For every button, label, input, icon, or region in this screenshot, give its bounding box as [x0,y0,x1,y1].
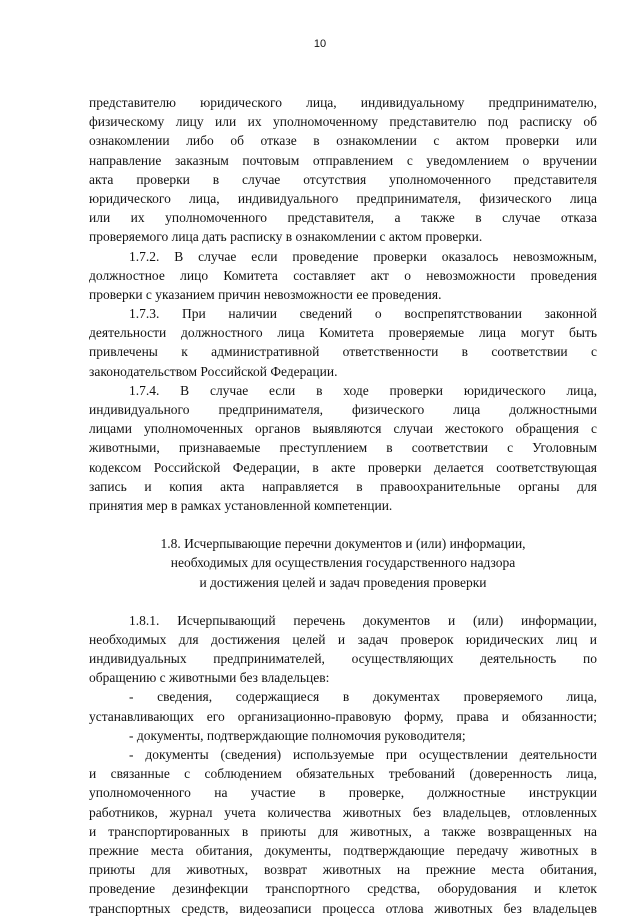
text-line: проверяемого лица дать расписку в ознакомлении с актом проверки. [89,229,483,245]
text-line: индивидуальных предпринимателей, осуществляющих деятельность по [89,651,597,667]
text-line: животными, признаваемые преступлением в соответствии с Уголовным [89,440,597,456]
text-line: необходимых для достижения целей и задач проверок юридических лиц и [89,631,597,647]
document-body [89,93,597,918]
list-item-line: прежние места обитания, документы, подтверждающие передачу животных в [89,842,597,858]
spacer [89,592,597,611]
list-item-line: - документы, подтверждающие полномочия руководителя; [129,727,466,743]
list-item-line: - документы (сведения) используемые при осуществлении деятельности [129,747,597,762]
list-item-line: проведение дезинфекции транспортного средства, оборудования и клеток [89,881,597,897]
list-item-line: работников, журнал учета количества животных без владельцев, отловленных [89,804,597,820]
text-line: индивидуального предпринимателя, физического лица должностными [89,402,597,417]
paragraph-1-8-1 [89,611,597,688]
text-line: должностное лицо Комитета составляет акт о невозможности проведения [89,267,597,283]
text-line: физическому лицу или их уполномоченному представителю под расписку об [89,114,597,130]
text-line: ознакомлении либо об отказе в ознакомлении с актом проверки или [89,133,597,149]
document-list [89,687,597,917]
list-item-line: устанавливающих его организационно-правовую форму, права и обязанности; [89,708,597,724]
text-line: кодексом Российской Федерации, в акте проверки делается соответствующая [89,459,597,475]
text-line: принятия мер в рамках установленной компетенции. [89,497,393,513]
spacer [89,515,597,534]
paragraph-1-7-2 [89,247,597,305]
text-line: запись и копия акта направляется в правоохранительные органы для [89,478,597,494]
text-line: акта проверки в случае отсутствия уполномоченного представителя [89,171,597,187]
section-heading-line: 1.8. Исчерпывающие перечни документов и (или) информации, [160,536,526,552]
list-item-line: уполномоченного на участие в проверке, должностные инструкции [89,785,597,801]
paragraph-1-7-4 [89,381,597,515]
list-item-line: и связанные с соблюдением обязательных требований (доверенность лица, [89,766,597,782]
list-item-line: транспортных средств, видеозаписи процесса отлова животных без владельцев [89,900,597,916]
list-item-line: - сведения, содержащиеся в документах проверяемого лица, [129,689,597,705]
text-line: деятельности должностного лица Комитета проверяемые лица могут быть [89,325,597,341]
text-line: обращению с животными без владельцев: [89,670,330,686]
text-line: или их уполномоченного представителя, а также в случае отказа [89,210,597,226]
text-line: проверки с указанием причин невозможности ее проведения. [89,286,442,302]
section-heading-line: необходимых для осуществления государственного надзора [170,555,516,571]
list-item-line: приюты для животных, возврат животных на прежние места обитания, [89,862,597,878]
text-line: 1.7.2. В случае если проведение проверки оказалось невозможным, [129,248,597,264]
section-heading [89,534,597,592]
text-line: законодательством Российской Федерации. [89,363,338,379]
text-line: направление заказным почтовым отправлением с уведомлением о вручении [89,152,597,168]
text-line: 1.8.1. Исчерпывающий перечень документов и (или) информации, [129,612,597,628]
text-line: юридического лица, индивидуального предпринимателя, физического лица [89,190,597,206]
text-line: 1.7.4. В случае если в ходе проверки юридического лица, [129,382,597,398]
page-number: 10 [313,38,327,50]
text-line: 1.7.3. При наличии сведений о воспрепятствовании законной [129,306,597,322]
section-heading-line: и достижения целей и задач проведения проверки [199,574,487,590]
text-line: привлечены к административной ответственности в соответствии с [89,344,597,360]
text-line: представителю юридического лица, индивидуальному предпринимателю, [89,95,597,110]
paragraph-1-7-3 [89,304,597,381]
text-line: лицами уполномоченных органов выявляются случаи жестокого обращения с [89,421,597,437]
list-item-line: и транспортированных в приюты для животных, а также возвращенных на [89,823,597,839]
paragraph-continuation [89,93,597,247]
